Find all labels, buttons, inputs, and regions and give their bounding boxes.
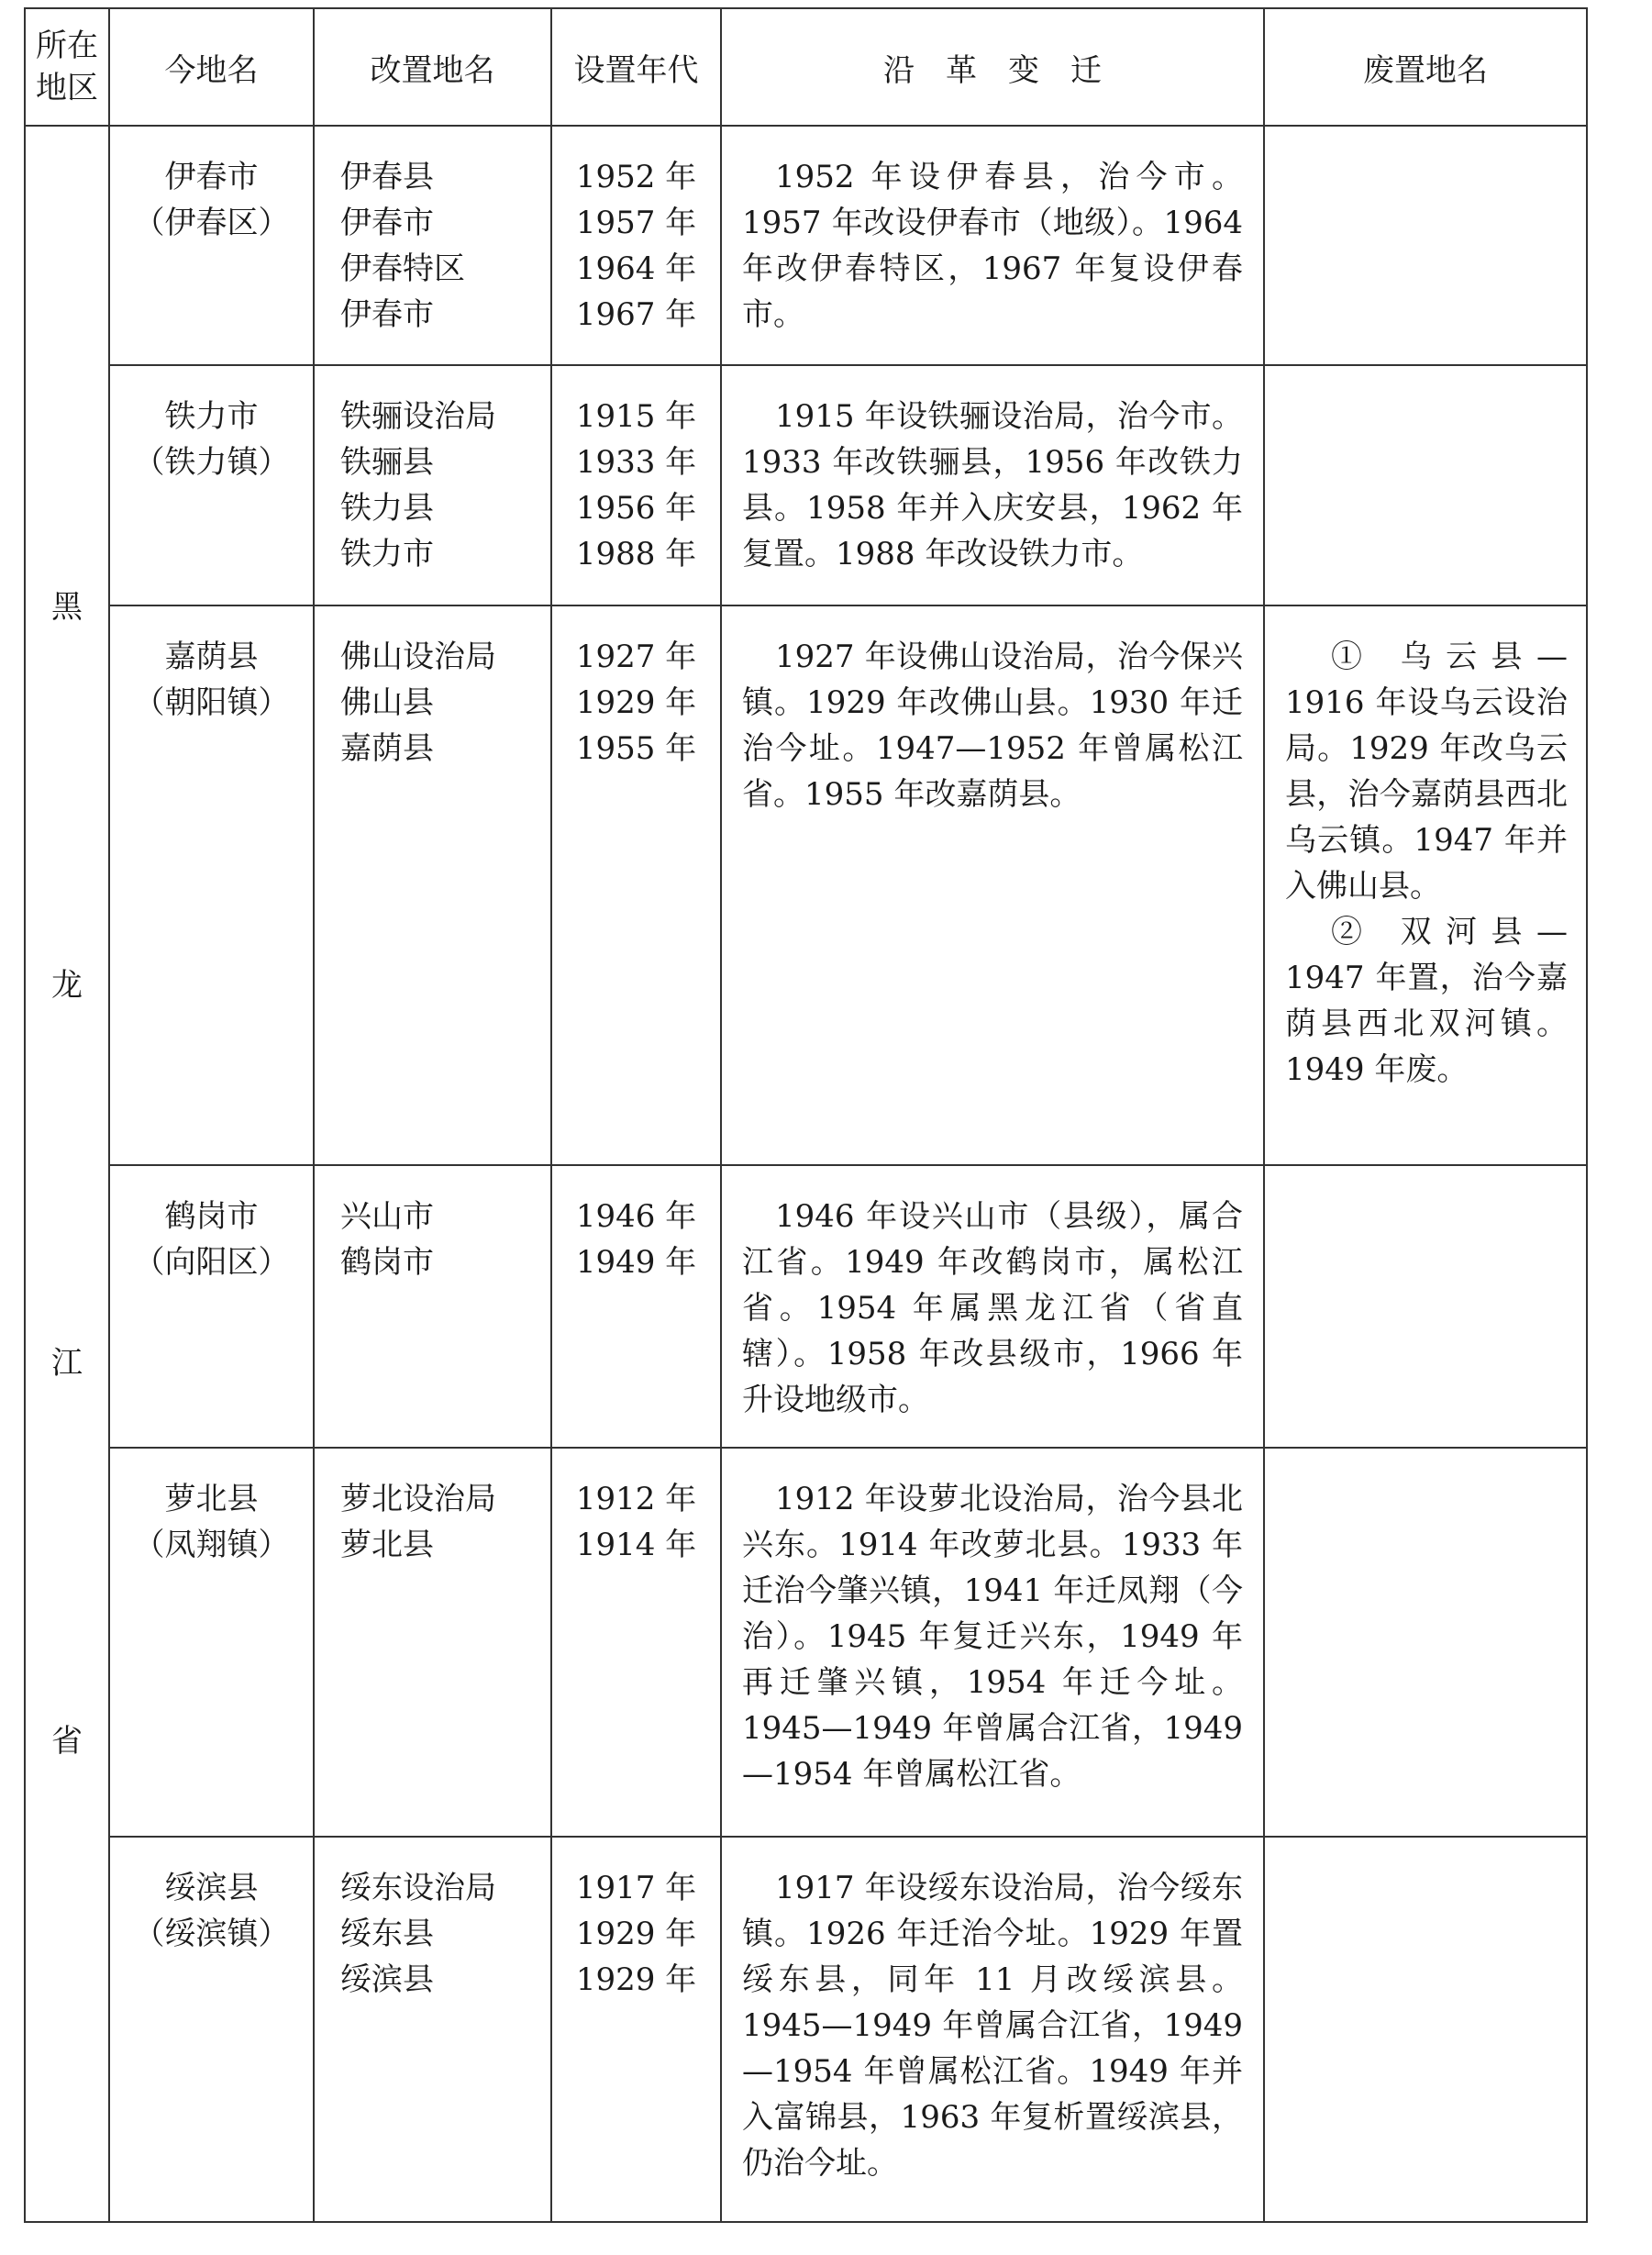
table-row: [25, 1448, 1587, 1837]
region-cell: [25, 126, 109, 2222]
abolished-cell: [1264, 365, 1587, 605]
year: 1915 年: [575, 398, 697, 435]
current-name: 绥滨县: [164, 1870, 259, 1906]
current-seat: （铁力镇）: [133, 444, 290, 481]
current-seat: （伊春区）: [133, 205, 290, 241]
year: 1914 年: [575, 1527, 697, 1563]
current-name-cell: [109, 605, 314, 1165]
current-seat: （凤翔镇）: [133, 1527, 290, 1563]
changed-name: 绥东设治局: [340, 1870, 496, 1906]
gazetteer-table: [24, 7, 1588, 2223]
table-row: [25, 365, 1587, 605]
year: 1929 年: [575, 684, 697, 721]
year: 1933 年: [575, 444, 697, 481]
changed-name: 铁力县: [340, 490, 434, 527]
year: 1929 年: [575, 1916, 697, 1952]
table-row: [25, 1165, 1587, 1448]
year: 1967 年: [575, 296, 697, 333]
years-cell: [551, 365, 721, 605]
current-name-cell: [109, 1448, 314, 1837]
header-region: 所在地区: [25, 8, 109, 126]
year: 1952 年: [575, 159, 697, 195]
current-name-cell: [109, 365, 314, 605]
changed-name: 嘉荫县: [340, 730, 434, 767]
header-year: 设置年代: [551, 8, 721, 126]
changed-name: 铁力市: [340, 536, 434, 572]
year: 1927 年: [575, 639, 697, 675]
year: 1917 年: [575, 1870, 697, 1906]
header-current-name: 今地名: [109, 8, 314, 126]
changed-name: 伊春县: [340, 159, 434, 195]
changed-name: 伊春特区: [340, 250, 465, 287]
current-name: 铁力市: [164, 398, 259, 435]
year: 1912 年: [575, 1481, 697, 1517]
header-abolished: 废置地名: [1264, 8, 1587, 126]
current-name: 鹤岗市: [164, 1198, 259, 1235]
history-text: 1946 年设兴山市（县级），属合江省。1949 年改鹤岗市，属松江省。1954 年属黑龙江省（省直辖）。1958 年改县级市，1966 年升设地级市。: [742, 1198, 1243, 1418]
years-cell: [551, 605, 721, 1165]
header-changed-name: 改置地名: [314, 8, 551, 126]
region-char: 江: [51, 1344, 83, 1382]
changed-name: 铁骊县: [340, 444, 434, 481]
history-cell: [721, 1165, 1264, 1448]
table-row: [25, 1837, 1587, 2222]
year: 1988 年: [575, 536, 697, 572]
current-name: 萝北县: [164, 1481, 259, 1517]
changed-name: 萝北县: [340, 1527, 434, 1563]
current-name: 伊春市: [164, 159, 259, 195]
changed-name: 佛山县: [340, 684, 434, 721]
current-seat: （朝阳镇）: [133, 684, 290, 721]
abolished-cell: [1264, 605, 1587, 1165]
year: 1956 年: [575, 490, 697, 527]
changed-name: 铁骊设治局: [340, 398, 496, 435]
changed-name: 伊春市: [340, 205, 434, 241]
changed-name: 兴山市: [340, 1198, 434, 1235]
header-row: [25, 8, 1587, 126]
year: 1949 年: [575, 1244, 697, 1281]
changed-name: 鹤岗市: [340, 1244, 434, 1281]
history-text: 1912 年设萝北设治局，治今县北兴东。1914 年改萝北县。1933 年迁治今肇兴镇，1941 年迁凤翔（今治）。1945 年复迁兴东，1949 年再迁肇兴镇，1954 年迁今址。1945—1949 年曾属合江省，1949—1954 年曾属松江省。: [742, 1481, 1243, 1793]
changed-names-cell: [314, 605, 551, 1165]
years-cell: [551, 1837, 721, 2222]
current-seat: （绥滨镇）: [133, 1916, 290, 1952]
year: 1946 年: [575, 1198, 697, 1235]
history-cell: [721, 126, 1264, 365]
changed-names-cell: [314, 365, 551, 605]
year: 1957 年: [575, 205, 697, 241]
region-char: 黑: [51, 588, 83, 626]
abolished-cell: [1264, 1165, 1587, 1448]
current-name-cell: [109, 126, 314, 365]
years-cell: [551, 126, 721, 365]
changed-name: 绥滨县: [340, 1961, 434, 1998]
changed-names-cell: [314, 1165, 551, 1448]
year: 1955 年: [575, 730, 697, 767]
history-text: 1927 年设佛山设治局，治今保兴镇。1929 年改佛山县。1930 年迁治今址。1947—1952 年曾属松江省。1955 年改嘉荫县。: [742, 639, 1243, 813]
abolished-cell: [1264, 1448, 1587, 1837]
changed-name: 绥东县: [340, 1916, 434, 1952]
history-text: 1915 年设铁骊设治局，治今市。1933 年改铁骊县，1956 年改铁力县。1958 年并入庆安县，1962 年复置。1988 年改设铁力市。: [742, 398, 1243, 572]
history-cell: [721, 605, 1264, 1165]
changed-names-cell: [314, 1448, 551, 1837]
changed-name: 萝北设治局: [340, 1481, 496, 1517]
history-cell: [721, 365, 1264, 605]
history-text: 1952 年设伊春县，治今市。1957 年改设伊春市（地级）。1964 年改伊春特区，1967 年复设伊春市。: [742, 159, 1243, 333]
region-char: 省: [51, 1722, 83, 1760]
abolished-cell: [1264, 126, 1587, 365]
current-seat: （向阳区）: [133, 1244, 290, 1281]
years-cell: [551, 1165, 721, 1448]
changed-names-cell: [314, 126, 551, 365]
history-text: 1917 年设绥东设治局，治今绥东镇。1926 年迁治今址。1929 年置绥东县，同年 11 月改绥滨县。1945—1949 年曾属合江省，1949—1954 年曾属松江省。1949 年并入富锦县，1963 年复析置绥滨县，仍治今址。: [742, 1870, 1243, 2182]
header-history: 沿 革 变 迁: [721, 8, 1264, 126]
abolished-entry: ① 乌云县—1916 年设乌云设治局。1929 年改乌云县，治今嘉荫县西北乌云镇。1947 年并入佛山县。: [1285, 639, 1568, 905]
years-cell: [551, 1448, 721, 1837]
year: 1929 年: [575, 1961, 697, 1998]
changed-name: 伊春市: [340, 296, 434, 333]
table-row: [25, 605, 1587, 1165]
current-name-cell: [109, 1165, 314, 1448]
abolished-cell: [1264, 1837, 1587, 2222]
table-row: [25, 126, 1587, 365]
year: 1964 年: [575, 250, 697, 287]
abolished-entry: ② 双河县—1947 年置，治今嘉荫县西北双河镇。1949 年废。: [1285, 914, 1568, 1088]
history-cell: [721, 1448, 1264, 1837]
history-cell: [721, 1837, 1264, 2222]
changed-names-cell: [314, 1837, 551, 2222]
current-name-cell: [109, 1837, 314, 2222]
region-char: 龙: [51, 966, 83, 1004]
current-name: 嘉荫县: [164, 639, 259, 675]
changed-name: 佛山设治局: [340, 639, 496, 675]
